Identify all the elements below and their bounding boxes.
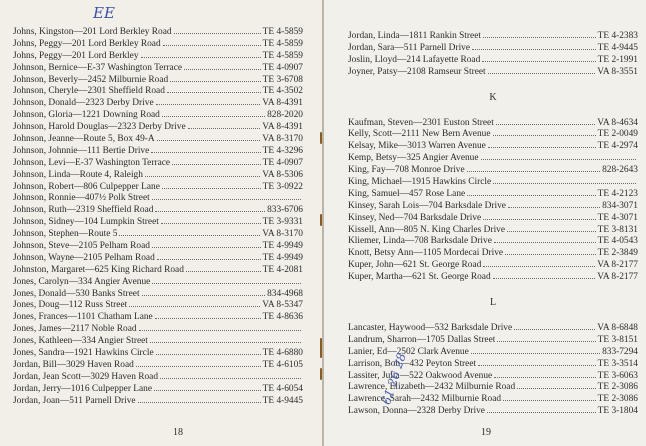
entry-name-address: Jones, Carolyn—334 Angier Avenue	[13, 276, 151, 287]
entry-name-address: Jordan, Bill—3029 Haven Road	[13, 359, 134, 370]
directory-entry	[348, 334, 638, 346]
dot-leader	[152, 276, 301, 284]
margin-mark-4	[320, 368, 322, 380]
dot-leader	[471, 346, 600, 354]
directory-entry	[348, 259, 638, 271]
right-page	[324, 0, 646, 446]
dot-leader	[155, 204, 265, 212]
entry-name-address: Johnson, Levi—E-37 Washington Terrace	[13, 157, 171, 168]
entry-phone: TE 4-5859	[262, 27, 303, 37]
section-letter-heading: K	[489, 91, 497, 103]
entry-name-address: Joyner, Patsy—2108 Ramseur Street	[348, 66, 486, 77]
directory-entry	[348, 176, 638, 188]
directory-entry	[13, 62, 303, 74]
directory-entry	[13, 216, 303, 228]
entry-name-address: Jones, Sandra—1921 Hawkins Circle	[13, 348, 154, 359]
directory-entry	[348, 54, 638, 66]
directory-entry	[13, 204, 303, 216]
entry-phone: VA 8-3170	[262, 229, 303, 240]
entry-name-address: Kelly, Scott—2111 New Bern Avenue	[348, 129, 491, 140]
section-spacer	[348, 106, 638, 117]
entry-phone: 833-7294	[602, 346, 638, 357]
entry-phone: VA 8-5306	[262, 169, 303, 180]
entry-name-address: Johnson, Ruth—2319 Sheffield Road	[13, 205, 154, 216]
directory-entry	[348, 188, 638, 200]
entry-phone: TE 4-3071	[597, 212, 638, 223]
entry-name-address: Johns, Peggy—201 Lord Berkley Road	[13, 38, 161, 49]
entry-phone: TE 3-6708	[262, 74, 303, 85]
directory-entry	[348, 164, 638, 176]
entry-name-address: Johnson, Stephen—Route 5	[13, 229, 118, 240]
entry-phone: TE 3-6063	[597, 370, 638, 381]
directory-entry	[348, 152, 638, 164]
dot-leader	[503, 393, 596, 401]
entry-phone: VA 8-3551	[597, 66, 638, 77]
directory-entry	[13, 264, 303, 276]
page-number-right: 19	[481, 427, 491, 438]
entry-phone: TE 4-2123	[597, 188, 638, 199]
dot-leader	[467, 188, 595, 196]
margin-mark-2	[320, 214, 322, 226]
entry-name-address: Johnson, Cheryle—2301 Sheffield Road	[13, 86, 165, 97]
dot-leader	[161, 216, 261, 224]
entry-phone: TE 4-3296	[262, 145, 303, 156]
directory-entry	[348, 128, 638, 140]
entry-phone: TE 2-3086	[597, 394, 638, 405]
directory-entry	[13, 97, 303, 109]
dot-leader	[172, 157, 261, 165]
entry-name-address: Johnson, Ronnie—407½ Polk Street	[13, 193, 150, 204]
entry-name-address: Johnson, Jeanne—Route 5, Box 49-A	[13, 134, 155, 145]
entry-phone: TE 3-0922	[262, 181, 303, 192]
directory-entry	[348, 346, 638, 358]
entry-phone: VA 8-4391	[262, 122, 303, 133]
entry-name-address: Kinsey, Ned—704 Barksdale Drive	[348, 212, 482, 223]
directory-entry	[13, 38, 303, 50]
entry-name-address: Kliemer, Linda—708 Barksdale Drive	[348, 236, 492, 247]
dot-leader	[493, 128, 596, 136]
dot-leader	[184, 62, 261, 70]
entry-phone: TE 4-8636	[262, 312, 303, 323]
entry-name-address: Jordan, Sara—511 Parnell Drive	[348, 42, 471, 53]
dot-leader	[488, 66, 596, 74]
entry-name-address: Johns, Peggy—201 Lord Berkley	[13, 50, 139, 61]
entry-name-address: Jordan, Joan—511 Parnell Drive	[13, 395, 136, 406]
entry-name-address: Lancaster, Haywood—532 Barksdale Drive	[348, 323, 513, 334]
dot-leader	[156, 97, 261, 105]
dot-leader	[157, 252, 261, 260]
directory-entry	[13, 383, 303, 395]
section-spacer	[348, 311, 638, 322]
directory-entry	[13, 121, 303, 133]
dot-leader	[494, 235, 596, 243]
handwritten-scribble: 61 26 28	[379, 351, 409, 407]
dot-leader	[483, 259, 595, 267]
directory-entry	[13, 157, 303, 169]
entry-name-address: Kemp, Betsy—325 Angier Avenue	[348, 153, 479, 164]
entry-phone: TE 4-9949	[262, 252, 303, 263]
entry-name-address: Kaufman, Steven—2301 Euston Street	[348, 117, 494, 128]
entry-name-address: Jordan, Jerry—1016 Culpepper Lane	[13, 383, 153, 394]
dot-leader	[154, 383, 261, 391]
directory-entry	[348, 212, 638, 224]
entry-name-address: Lawson, Donna—2328 Derby Drive	[348, 406, 485, 417]
dot-leader	[487, 405, 596, 413]
dot-leader	[129, 299, 260, 307]
entry-name-address: Jordan, Jean Scott—3029 Haven Road	[13, 371, 159, 382]
directory-entry	[13, 145, 303, 157]
entry-phone: TE 2-3849	[597, 248, 638, 259]
dot-leader	[472, 42, 596, 50]
entry-name-address: Johnson, Robert—806 Culpepper Lane	[13, 181, 160, 192]
entry-phone: TE 4-6880	[262, 348, 303, 359]
dot-leader	[162, 181, 261, 189]
directory-entry	[13, 311, 303, 323]
entry-phone: TE 3-1804	[597, 406, 638, 417]
directory-entry	[348, 405, 638, 417]
entry-phone: VA 8-4634	[597, 117, 638, 128]
entry-name-address: Johnston, Margaret—625 King Richard Road	[13, 264, 184, 275]
entry-phone: TE 2-3086	[597, 382, 638, 393]
dot-leader	[482, 54, 595, 62]
entry-name-address: Jones, Donald—530 Banks Street	[13, 288, 140, 299]
entry-name-address: Jordan, Linda—1811 Rankin Street	[348, 31, 481, 41]
entry-phone: TE 4-2974	[597, 141, 638, 152]
dot-leader	[157, 133, 261, 141]
dot-leader	[493, 176, 636, 184]
entry-name-address: Jones, Kathleen—334 Angier Street	[13, 336, 148, 347]
entry-name-address: Lawrence, Elizabeth—2432 Milburnie Road	[348, 382, 516, 393]
dot-leader	[150, 335, 301, 343]
directory-entry	[13, 74, 303, 86]
entry-name-address: Joslin, Lloyd—214 Lafayette Road	[348, 54, 481, 65]
entry-name-address: Kinsey, Sarah Lois—704 Barksdale Drive	[348, 200, 506, 211]
entry-phone: TE 2-1991	[597, 54, 638, 65]
entry-phone: VA 8-4391	[262, 98, 303, 109]
entry-name-address: Johns, Kingston—201 Lord Berkley Road	[13, 27, 172, 37]
dot-leader	[139, 323, 301, 331]
section-spacer	[348, 78, 638, 89]
entry-phone: 834-3071	[602, 200, 638, 211]
entry-name-address: Johnson, Sidney—104 Lumpkin Street	[13, 217, 159, 228]
entry-name-address: Johnson, Harold Douglas—2323 Derby Drive	[13, 122, 186, 133]
entry-phone: TE 4-0907	[262, 62, 303, 73]
directory-entry	[13, 395, 303, 407]
dot-leader	[507, 224, 596, 232]
dot-leader	[481, 152, 636, 160]
entry-name-address: Johnson, Gloria—1221 Downing Road	[13, 110, 160, 121]
entry-name-address: Jones, Frances—1101 Chatham Lane	[13, 312, 153, 323]
entry-phone: TE 4-3502	[262, 86, 303, 97]
directory-entry	[13, 288, 303, 300]
dot-leader	[145, 169, 260, 177]
entry-phone: TE 4-0543	[597, 236, 638, 247]
entry-phone: TE 3-3514	[597, 358, 638, 369]
left-page	[0, 0, 322, 446]
dot-leader	[156, 347, 261, 355]
dot-leader	[478, 358, 596, 366]
directory-entry	[348, 224, 638, 236]
dot-leader	[160, 371, 301, 379]
directory-entry	[13, 371, 303, 383]
directory-entry	[13, 181, 303, 193]
dot-leader	[505, 247, 596, 255]
entry-phone: TE 4-2383	[597, 31, 638, 41]
entry-phone: TE 4-2081	[262, 264, 303, 275]
entry-phone: TE 4-5859	[262, 50, 303, 61]
directory-entry	[13, 133, 303, 145]
entry-name-address: King, Fay—708 Monroe Drive	[348, 165, 465, 176]
dot-leader	[142, 288, 266, 296]
dot-leader	[151, 145, 260, 153]
directory-entry	[348, 30, 638, 42]
dot-leader	[488, 140, 596, 148]
entry-phone: TE 4-9445	[597, 42, 638, 53]
dot-leader	[517, 381, 596, 389]
directory-entry	[13, 299, 303, 311]
dot-leader	[497, 334, 595, 342]
entry-phone: VA 8-6848	[597, 323, 638, 334]
directory-entry	[13, 347, 303, 359]
dot-leader	[152, 240, 261, 248]
directory-entry	[348, 271, 638, 283]
entry-name-address: King, Michael—1915 Hawkins Circle	[348, 177, 492, 188]
dot-leader	[141, 50, 261, 58]
directory-entry	[348, 140, 638, 152]
entry-phone: VA 8-2177	[597, 260, 638, 271]
handwritten-initials: EE	[93, 4, 115, 22]
directory-entry	[13, 192, 303, 204]
dot-leader	[514, 322, 595, 330]
entry-name-address: King, Samuel—457 Rose Lane	[348, 188, 466, 199]
entry-name-address: Landrum, Sharron—1705 Dallas Street	[348, 334, 496, 345]
entry-phone: TE 4-0907	[262, 157, 303, 168]
entry-phone: TE 3-8131	[597, 224, 638, 235]
entry-name-address: Johnson, Johnnie—111 Bertie Drive	[13, 145, 150, 156]
dot-leader	[186, 264, 261, 272]
dot-leader	[483, 30, 596, 38]
dot-leader	[163, 38, 261, 46]
entry-phone: TE 4-9445	[262, 395, 303, 406]
directory-entry	[13, 50, 303, 62]
entry-name-address: Kuper, Martha—621 St. George Road	[348, 272, 491, 283]
directory-entry	[348, 200, 638, 212]
dot-leader	[508, 200, 600, 208]
directory-entry	[13, 335, 303, 347]
entry-name-address: Lawrence, Sarah—2432 Milburnie Road	[348, 394, 502, 405]
entry-phone: 833-6706	[267, 205, 303, 216]
entry-name-address: Jones, James—2117 Noble Road	[13, 324, 137, 335]
dot-leader	[170, 74, 260, 82]
dot-leader	[493, 271, 596, 279]
entry-name-address: Larrison, Bob—432 Peyton Street	[348, 358, 477, 369]
entry-name-address: Knott, Betsy Ann—1105 Mordecai Drive	[348, 248, 504, 259]
entry-phone: TE 3-9331	[262, 217, 303, 228]
entry-name-address: Jones, Doug—112 Russ Street	[13, 300, 128, 311]
directory-entry	[348, 42, 638, 54]
directory-entry	[348, 247, 638, 259]
entry-phone: 828-2020	[267, 110, 303, 121]
section-spacer	[348, 283, 638, 294]
dot-leader	[162, 109, 265, 117]
directory-entry	[13, 228, 303, 240]
entry-phone: VA 8-5347	[262, 300, 303, 311]
right-entry-list	[348, 30, 638, 417]
left-entry-list	[13, 26, 303, 407]
margin-mark-3	[320, 338, 322, 358]
directory-entry	[348, 322, 638, 334]
entry-name-address: Johnson, Donald—2323 Derby Drive	[13, 98, 154, 109]
dot-leader	[467, 164, 600, 172]
directory-entry	[348, 235, 638, 247]
dot-leader	[152, 192, 301, 200]
directory-entry	[13, 240, 303, 252]
entry-name-address: Johnson, Linda—Route 4, Raleigh	[13, 169, 143, 180]
entry-phone: VA 8-2177	[597, 272, 638, 283]
entry-name-address: Kuper, John—621 St. George Road	[348, 260, 482, 271]
entry-name-address: Johnson, Bernice—E-37 Washington Terrace	[13, 62, 183, 73]
entry-phone: TE 4-6054	[262, 383, 303, 394]
entry-phone: TE 4-9949	[262, 241, 303, 252]
entry-phone: TE 4-5859	[262, 38, 303, 49]
dot-leader	[119, 228, 260, 236]
entry-name-address: Johnson, Beverly—2452 Milburnie Road	[13, 74, 169, 85]
dot-leader	[494, 370, 595, 378]
directory-entry	[348, 66, 638, 78]
entry-name-address: Kissell, Ann—805 N. King Charles Drive	[348, 224, 506, 235]
section-letter-heading: L	[489, 297, 497, 309]
directory-entry	[13, 323, 303, 335]
dot-leader	[496, 117, 595, 125]
dot-leader	[138, 395, 261, 403]
entry-phone: 834-4968	[267, 288, 303, 299]
page-number-left: 18	[173, 427, 183, 438]
directory-entry	[13, 359, 303, 371]
directory-entry	[13, 169, 303, 181]
entry-name-address: Lassiter, Julia—522 Oakwood Avenue	[348, 370, 493, 381]
directory-entry	[13, 26, 303, 38]
entry-phone: TE 3-8151	[597, 334, 638, 345]
directory-entry	[13, 252, 303, 264]
margin-mark-1	[320, 132, 322, 144]
entry-name-address: Johnson, Wayne—2105 Pelham Road	[13, 252, 155, 263]
directory-entry	[13, 276, 303, 288]
entry-name-address: Kelsay, Mike—3013 Warren Avenue	[348, 141, 486, 152]
directory-entry	[13, 109, 303, 121]
directory-entry	[348, 117, 638, 129]
entry-name-address: Johnson, Steve—2105 Pelham Road	[13, 241, 150, 252]
directory-entry	[13, 85, 303, 97]
entry-phone: TE 2-0049	[597, 129, 638, 140]
dot-leader	[174, 26, 261, 34]
dot-leader	[483, 212, 595, 220]
dot-leader	[167, 85, 261, 93]
dot-leader	[155, 311, 261, 319]
entry-phone: TE 4-6105	[262, 359, 303, 370]
entry-phone: 828-2643	[602, 165, 638, 176]
dot-leader	[136, 359, 261, 367]
dot-leader	[188, 121, 261, 129]
entry-phone: VA 8-3170	[262, 134, 303, 145]
entry-name-address: Lanier, Ed—2502 Clark Avenue	[348, 346, 469, 357]
